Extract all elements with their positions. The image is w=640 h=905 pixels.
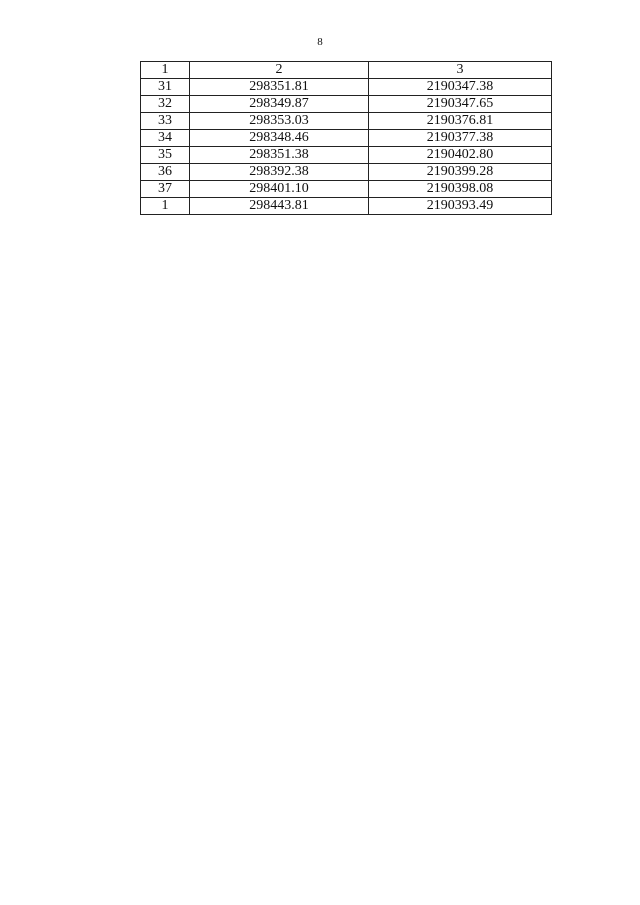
point-number-cell: 37 (141, 181, 190, 198)
point-number-cell: 35 (141, 147, 190, 164)
point-number-cell: 31 (141, 79, 190, 96)
table-row (141, 130, 552, 147)
x-coordinate-cell: 298351.38 (190, 147, 369, 164)
x-coordinate-cell: 298401.10 (190, 181, 369, 198)
table-row (141, 147, 552, 164)
table-row (141, 79, 552, 96)
table-header-row (141, 62, 552, 79)
coordinates-table (140, 61, 552, 215)
y-coordinate-cell: 2190402.80 (369, 147, 552, 164)
x-coordinate-cell: 298443.81 (190, 198, 369, 215)
point-number-cell: 32 (141, 96, 190, 113)
table-row (141, 198, 552, 215)
point-number-cell: 33 (141, 113, 190, 130)
y-coordinate-cell: 2190347.65 (369, 96, 552, 113)
table-row (141, 164, 552, 181)
point-number-cell: 34 (141, 130, 190, 147)
column-header-2: 2 (190, 62, 369, 79)
column-header-1: 1 (141, 62, 190, 79)
x-coordinate-cell: 298348.46 (190, 130, 369, 147)
y-coordinate-cell: 2190393.49 (369, 198, 552, 215)
column-header-3: 3 (369, 62, 552, 79)
table-row (141, 113, 552, 130)
table-row (141, 181, 552, 198)
y-coordinate-cell: 2190376.81 (369, 113, 552, 130)
y-coordinate-cell: 2190377.38 (369, 130, 552, 147)
point-number-cell: 1 (141, 198, 190, 215)
x-coordinate-cell: 298349.87 (190, 96, 369, 113)
y-coordinate-cell: 2190347.38 (369, 79, 552, 96)
y-coordinate-cell: 2190399.28 (369, 164, 552, 181)
point-number-cell: 36 (141, 164, 190, 181)
page-number: 8 (317, 36, 323, 48)
y-coordinate-cell: 2190398.08 (369, 181, 552, 198)
x-coordinate-cell: 298353.03 (190, 113, 369, 130)
x-coordinate-cell: 298351.81 (190, 79, 369, 96)
x-coordinate-cell: 298392.38 (190, 164, 369, 181)
table-row (141, 96, 552, 113)
